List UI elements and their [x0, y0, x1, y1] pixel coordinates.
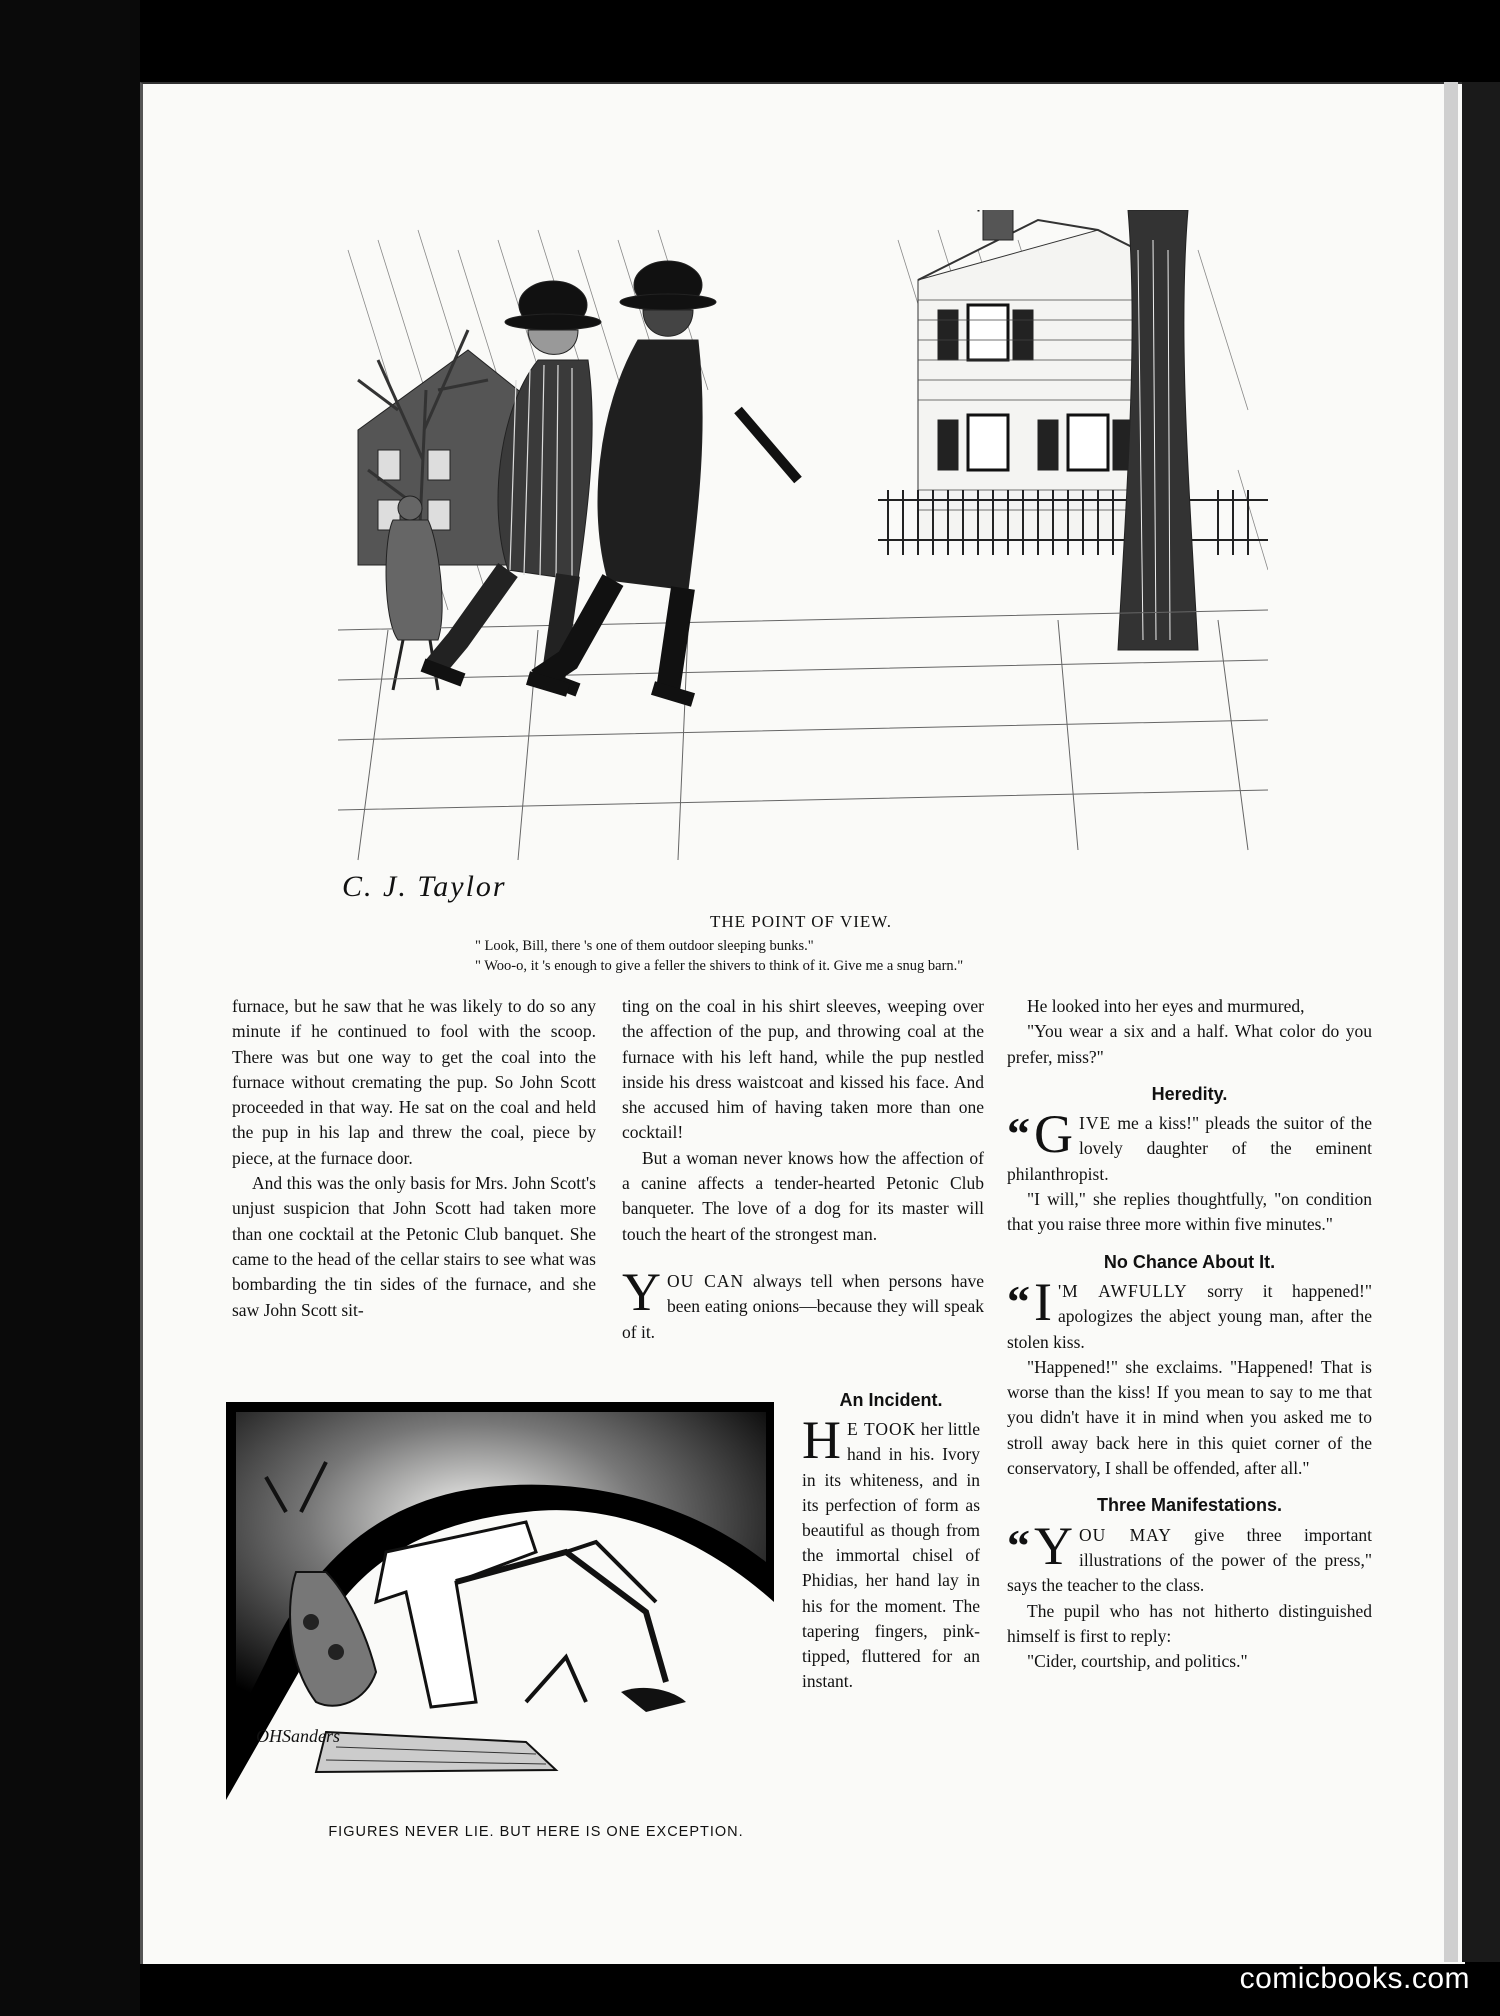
paragraph: [1007, 1515, 1372, 1599]
paragraph: [1007, 1104, 1372, 1187]
joke-text: always tell when persons have been eating onions—because they will speak of it.: [622, 1270, 984, 1342]
section-heading: Three Manifestations.: [1096, 1495, 1283, 1516]
paragraph: "You wear a six and a half. What color do you prefer, miss?": [1007, 1021, 1372, 1067]
paragraph-text: give three important illustrations of the power of the press," says the teacher to the class.: [1007, 1524, 1372, 1596]
paragraph: And this was the only basis for Mrs. John Scott's unjust suspicion that John Scott had taken more than one cocktail at the Petonic Club banquet. She came to the head of the cellar stairs to see what was bombarding the tin sides of the furnace, and she saw John Scott sit-: [232, 1173, 596, 1320]
point-of-view-illustration: [338, 210, 1268, 910]
lead-in: OU CAN: [667, 1270, 745, 1291]
drop-cap: Y: [622, 1261, 661, 1322]
figure-caption: FIGURES NEVER LIE. BUT HERE IS ONE EXCEPTION.: [328, 1824, 744, 1840]
paragraph: "Cider, courtship, and politics.": [1027, 1651, 1248, 1672]
onions-joke: [622, 1261, 984, 1345]
caption-line: " Woo-o, it 's enough to give a feller the shivers to think of it. Give me a snug barn.": [475, 958, 964, 974]
paragraph: [1007, 1271, 1373, 1355]
open-quote: “: [1007, 1108, 1030, 1160]
caption-title: THE POINT OF VIEW.: [709, 912, 893, 931]
paragraph: "I will," she replies thoughtfully, "on condition that you raise three more within five minutes.": [1007, 1189, 1372, 1235]
paragraph: But a woman never knows how the affection of a canine affects a tender-hearted Petonic Club banqueter. The love of a dog for its master will touch the heart of the strongest man.: [622, 1147, 984, 1244]
caption-line: " Look, Bill, there 's one of them outdoor sleeping bunks.": [475, 938, 814, 954]
incident-column: [802, 1388, 980, 1694]
lead-in: E TOOK: [847, 1419, 917, 1440]
open-quote: “: [1007, 1275, 1030, 1327]
illustrator-signature: OHSanders: [256, 1726, 340, 1746]
scan-border-left: [0, 0, 140, 2016]
lead-in: 'M AWFULLY: [1057, 1280, 1188, 1301]
paragraph-text: sorry it happened!" apologizes the abject young man, after the stolen kiss.: [1007, 1280, 1373, 1352]
watermark: comicbooks.com: [1239, 1962, 1470, 1995]
section-heading: An Incident.: [839, 1390, 943, 1410]
illustrator-signature: C. J. Taylor: [342, 870, 507, 903]
lead-in: IVE: [1079, 1113, 1112, 1134]
incident-text: her little hand in his. Ivory in its whiteness, and in its perfection of form as beautiful as though from the immortal chisel of Phidias, her hand lay in his for the moment. The tapering fingers, pink-tipped, fluttered for an instant.: [802, 1419, 980, 1692]
drop-cap: Y: [1034, 1515, 1073, 1576]
text-column-1: [232, 994, 596, 1323]
paragraph: furnace, but he saw that he was likely to do so any minute if he continued to fool with the scoop. There was but one way to get the coal into the furnace without cremating the pup. So John Scott proceeded in that way. He sat on the coal and held the pup in his lap and threw the coal, piece by piece, at the furnace door.: [232, 996, 596, 1168]
lead-in: OU MAY: [1079, 1524, 1172, 1545]
open-quote: “: [1007, 1519, 1030, 1571]
section-heading: Heredity.: [1151, 1083, 1228, 1104]
paragraph-text: me a kiss!" pleads the suitor of the lovely daughter of the eminent philanthropist.: [1007, 1113, 1372, 1184]
page-edge: [1444, 82, 1458, 1962]
text-column-2: [622, 994, 984, 1345]
scan-border-right: [1462, 82, 1500, 1962]
paragraph: "Happened!" she exclaims. "Happened! That is worse than the kiss! If you mean to say to me that you didn't have it in mind when you asked me to stroll away back here in this quiet corner of the conservatory, I shall be offended, after all.": [1007, 1356, 1372, 1479]
drop-cap: H: [802, 1410, 841, 1471]
paragraph: He looked into her eyes and murmured,: [1027, 996, 1305, 1016]
paragraph: The pupil who has not hitherto distinguished himself is first to reply:: [1007, 1600, 1372, 1646]
drop-cap: G: [1034, 1104, 1073, 1165]
paragraph: [802, 1410, 980, 1694]
drop-cap: I: [1034, 1271, 1052, 1332]
section-heading: No Chance About It.: [1103, 1251, 1276, 1272]
paragraph: ting on the coal in his shirt sleeves, weeping over the affection of the pup, and throwing coal at the furnace with his left hand, while the pup nestled inside his dress waistcoat and kissed his face. And she accused him of having taken more than one cocktail!: [622, 996, 984, 1143]
figures-never-lie-illustration: [226, 1402, 774, 1800]
text-column-3: [1007, 994, 1372, 1674]
